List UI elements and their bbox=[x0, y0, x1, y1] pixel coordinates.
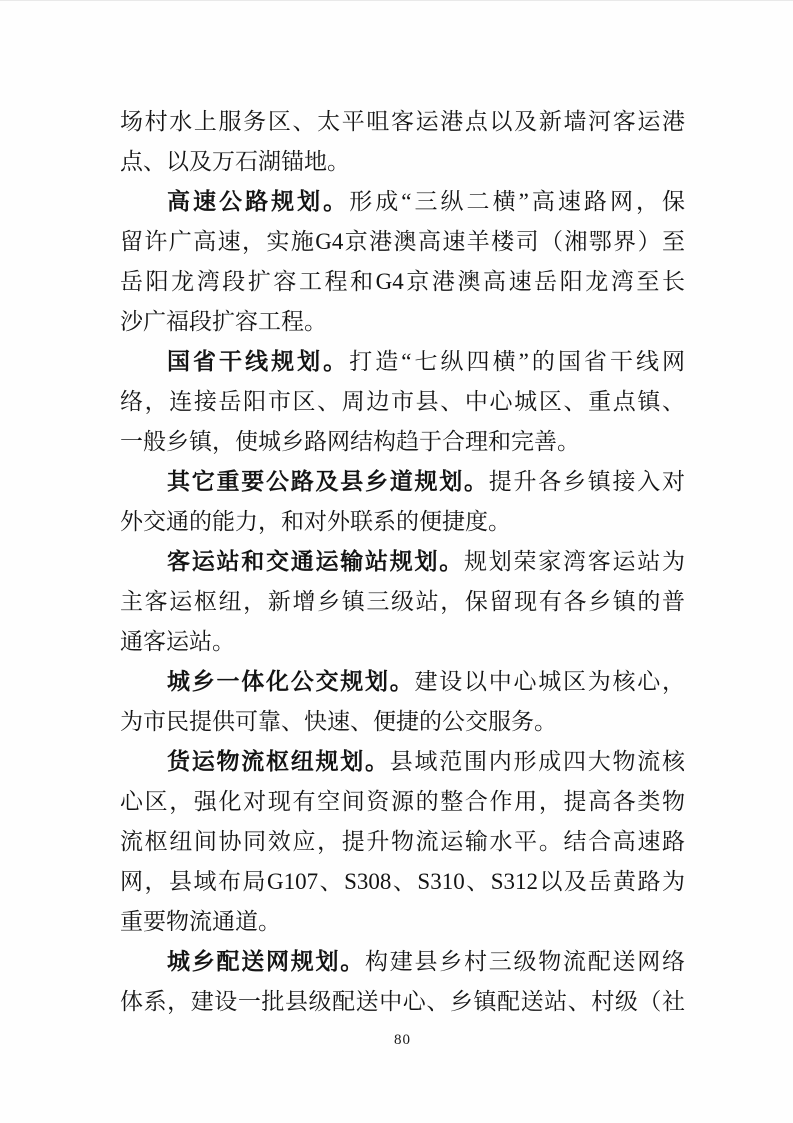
text-line bbox=[120, 502, 685, 542]
paragraph-text: 络，连接岳阳市区、周边市县、中心城区、重点镇、 bbox=[120, 389, 685, 414]
text-line bbox=[120, 862, 685, 902]
text-line bbox=[120, 142, 685, 182]
text-line bbox=[120, 742, 685, 782]
paragraph-text: 县域范围内形成四大物流核 bbox=[389, 749, 685, 774]
paragraph-heading: 城乡一体化公交规划。 bbox=[167, 669, 415, 694]
paragraph-text: 岳阳龙湾段扩容工程和G4京港澳高速岳阳龙湾至长 bbox=[120, 269, 685, 294]
text-line bbox=[120, 462, 685, 502]
paragraph-text: 一般乡镇，使城乡路网结构趋于合理和完善。 bbox=[120, 429, 580, 454]
paragraph-text: 形成“三纵二横”高速路网，保 bbox=[349, 189, 685, 214]
text-line bbox=[120, 382, 685, 422]
text-line bbox=[120, 902, 685, 942]
paragraph-text: 外交通的能力，和对外联系的便捷度。 bbox=[120, 509, 511, 534]
paragraph-text: 建设以中心城区为核心， bbox=[414, 669, 685, 694]
page-footer bbox=[120, 1031, 685, 1049]
paragraph-text: 场村水上服务区、太平咀客运港点以及新墙河客运港 bbox=[120, 109, 685, 134]
text-line bbox=[120, 222, 685, 262]
text-line bbox=[120, 102, 685, 142]
text-line bbox=[120, 342, 685, 382]
paragraph-text: 心区，强化对现有空间资源的整合作用，提高各类物 bbox=[120, 789, 685, 814]
paragraph-text: 体系，建设一批县级配送中心、乡镇配送站、村级（社 bbox=[120, 989, 685, 1014]
text-line bbox=[120, 262, 685, 302]
page-number: 80 bbox=[394, 1032, 411, 1048]
text-line bbox=[120, 422, 685, 462]
text-line bbox=[120, 662, 685, 702]
paragraph-text: 沙广福段扩容工程。 bbox=[120, 309, 327, 334]
text-line bbox=[120, 702, 685, 742]
paragraph-text: 规划荣家湾客运站为 bbox=[464, 549, 685, 574]
paragraph-text: 构建县乡村三级物流配送网络 bbox=[365, 949, 685, 974]
paragraph-text: 主客运枢纽，新增乡镇三级站，保留现有各乡镇的普 bbox=[120, 589, 685, 614]
paragraph-heading: 高速公路规划。 bbox=[167, 189, 350, 214]
paragraph-heading: 客运站和交通运输站规划。 bbox=[167, 549, 464, 574]
paragraph-text: 打造“七纵四横”的国省干线网 bbox=[349, 349, 685, 374]
text-line bbox=[120, 182, 685, 222]
text-line bbox=[120, 302, 685, 342]
paragraph-text: 网，县域布局G107、S308、S310、S312以及岳黄路为 bbox=[120, 869, 685, 894]
paragraph-heading: 国省干线规划。 bbox=[167, 349, 350, 374]
text-line bbox=[120, 942, 685, 982]
text-line bbox=[120, 542, 685, 582]
paragraph-text: 重要物流通道。 bbox=[120, 909, 281, 934]
paragraph-heading: 货运物流枢纽规划。 bbox=[167, 749, 390, 774]
text-line bbox=[120, 582, 685, 622]
text-line bbox=[120, 822, 685, 862]
paragraph-text: 点、以及万石湖锚地。 bbox=[120, 149, 350, 174]
text-lines bbox=[120, 102, 685, 1022]
text-line bbox=[120, 782, 685, 822]
text-line bbox=[120, 982, 685, 1022]
paragraph-heading: 城乡配送网规划。 bbox=[167, 949, 365, 974]
paragraph-text: 流枢纽间协同效应，提升物流运输水平。结合高速路 bbox=[120, 829, 685, 854]
paragraph-text: 通客运站。 bbox=[120, 629, 235, 654]
text-line bbox=[120, 622, 685, 662]
paragraph-heading: 其它重要公路及县乡道规划。 bbox=[167, 469, 489, 494]
paragraph-text: 留许广高速，实施G4京港澳高速羊楼司（湘鄂界）至 bbox=[120, 229, 685, 254]
paragraph-text: 提升各乡镇接入对 bbox=[488, 469, 685, 494]
paragraph-text: 为市民提供可靠、快速、便捷的公交服务。 bbox=[120, 709, 557, 734]
